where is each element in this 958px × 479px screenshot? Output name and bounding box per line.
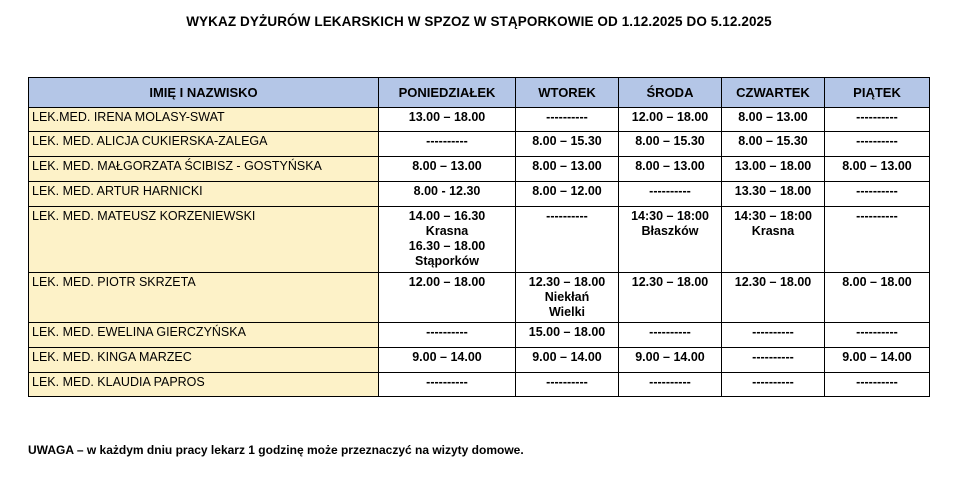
shift-text: 8.00 – 13.00	[532, 159, 602, 173]
table-row	[29, 157, 930, 182]
doctor-name: LEK. MED. EWELINA GIERCZYŃSKA	[29, 323, 379, 348]
schedule-cell-thursday	[722, 273, 825, 323]
schedule-cell-friday	[825, 182, 930, 207]
page-title: WYKAZ DYŻURÓW LEKARSKICH W SPZOZ W STĄPORKOWIE OD 1.12.2025 DO 5.12.2025	[186, 14, 772, 29]
shift-text: 14:30 – 18:00	[734, 209, 812, 223]
schedule-cell-friday	[825, 273, 930, 323]
schedule-cell-tuesday	[516, 373, 619, 397]
shift-text: ----------	[649, 375, 691, 389]
doctor-name: LEK. MED. KLAUDIA PAPROS	[29, 373, 379, 397]
schedule-cell-wednesday	[619, 207, 722, 273]
doctor-name: LEK. MED. ALICJA CUKIERSKA-ZALEGA	[29, 132, 379, 157]
note-text: UWAGA – w każdym dniu pracy lekarz 1 godzinę może przeznaczyć na wizyty domowe.	[28, 443, 524, 457]
shift-text: ----------	[426, 375, 468, 389]
shift-text: 12.00 – 18.00	[408, 275, 486, 289]
shift-text: ----------	[546, 209, 588, 223]
schedule-cell-wednesday	[619, 157, 722, 182]
schedule-cell-tuesday	[516, 157, 619, 182]
shift-text: Krasna	[751, 224, 795, 238]
header-wednesday: ŚRODA	[619, 78, 722, 108]
shift-text: ----------	[752, 375, 794, 389]
table-row	[29, 273, 930, 323]
schedule-cell-friday	[825, 373, 930, 397]
shift-text: 9.00 – 14.00	[842, 350, 912, 364]
shift-text: ----------	[649, 325, 691, 339]
schedule-cell-thursday	[722, 373, 825, 397]
schedule-cell-friday	[825, 323, 930, 348]
schedule-cell-friday	[825, 108, 930, 132]
shift-text: 14:30 – 18:00	[631, 209, 709, 223]
header-name: IMIĘ I NAZWISKO	[29, 78, 379, 108]
schedule-cell-thursday	[722, 348, 825, 373]
table-row	[29, 132, 930, 157]
shift-text: 8.00 – 13.00	[842, 159, 912, 173]
schedule-cell-monday	[379, 108, 516, 132]
schedule-cell-monday	[379, 207, 516, 273]
shift-text: 13.00 – 18.00	[408, 110, 486, 124]
shift-text: 8.00 – 12.00	[532, 184, 602, 198]
schedule-cell-monday	[379, 273, 516, 323]
schedule-cell-wednesday	[619, 182, 722, 207]
schedule-cell-friday	[825, 207, 930, 273]
schedule-cell-tuesday	[516, 273, 619, 323]
schedule-cell-monday	[379, 132, 516, 157]
doctor-name: LEK. MED. PIOTR SKRZETA	[29, 273, 379, 323]
shift-text: ----------	[426, 325, 468, 339]
shift-text: Wielki	[548, 305, 585, 319]
schedule-cell-monday	[379, 373, 516, 397]
shift-text: ----------	[546, 110, 588, 124]
doctor-name: LEK. MED. MATEUSZ KORZENIEWSKI	[29, 207, 379, 273]
schedule-cell-wednesday	[619, 132, 722, 157]
doctor-name: LEK. MED. KINGA MARZEC	[29, 348, 379, 373]
shift-text: 12.30 – 18.00	[734, 275, 812, 289]
table-row	[29, 207, 930, 273]
schedule-cell-thursday	[722, 132, 825, 157]
shift-text: 8.00 – 15.30	[738, 134, 808, 148]
schedule-cell-thursday	[722, 157, 825, 182]
schedule-cell-monday	[379, 348, 516, 373]
shift-text: 9.00 – 14.00	[635, 350, 705, 364]
schedule-cell-thursday	[722, 323, 825, 348]
shift-text: ----------	[546, 375, 588, 389]
shift-text: ----------	[856, 184, 898, 198]
schedule-cell-thursday	[722, 108, 825, 132]
shift-text: Niekłań	[544, 290, 590, 304]
header-monday: PONIEDZIAŁEK	[379, 78, 516, 108]
schedule-cell-tuesday	[516, 108, 619, 132]
schedule-cell-tuesday	[516, 323, 619, 348]
schedule-cell-thursday	[722, 207, 825, 273]
schedule-cell-wednesday	[619, 323, 722, 348]
shift-text: 8.00 – 13.00	[635, 159, 705, 173]
schedule-body	[29, 108, 930, 397]
shift-text: 13.00 – 18.00	[734, 159, 812, 173]
shift-text: ----------	[856, 134, 898, 148]
shift-text: 9.00 – 14.00	[532, 350, 602, 364]
shift-text: ----------	[752, 350, 794, 364]
doctor-name: LEK.MED. IRENA MOLASY-SWAT	[29, 108, 379, 132]
shift-text: 8.00 – 13.00	[412, 159, 482, 173]
table-row	[29, 108, 930, 132]
shift-text: 13.30 – 18.00	[734, 184, 812, 198]
shift-text: 12.00 – 18.00	[631, 110, 709, 124]
shift-text: ----------	[856, 209, 898, 223]
shift-text: Krasna	[425, 224, 469, 238]
table-row	[29, 348, 930, 373]
shift-text: 8.00 – 15.30	[635, 134, 705, 148]
shift-text: 8.00 – 15.30	[532, 134, 602, 148]
shift-text: ----------	[426, 134, 468, 148]
doctor-name: LEK. MED. ARTUR HARNICKI	[29, 182, 379, 207]
schedule-table	[28, 77, 930, 397]
schedule-cell-wednesday	[619, 108, 722, 132]
shift-text: Stąporków	[415, 254, 479, 268]
schedule-cell-wednesday	[619, 273, 722, 323]
shift-text: 12.30 – 18.00	[631, 275, 709, 289]
doctor-name: LEK. MED. MAŁGORZATA ŚCIBISZ - GOSTYŃSKA	[29, 157, 379, 182]
schedule-cell-tuesday	[516, 182, 619, 207]
schedule-cell-monday	[379, 323, 516, 348]
schedule-cell-friday	[825, 348, 930, 373]
header-row	[29, 78, 930, 108]
shift-text: ----------	[856, 375, 898, 389]
shift-text: 14.00 – 16.30	[408, 209, 486, 223]
shift-text: ----------	[856, 110, 898, 124]
shift-text: 8.00 - 12.30	[413, 184, 481, 198]
shift-text: ----------	[649, 184, 691, 198]
shift-text: ----------	[856, 325, 898, 339]
header-tuesday: WTOREK	[516, 78, 619, 108]
schedule-cell-tuesday	[516, 132, 619, 157]
shift-text: 16.30 – 18.00	[408, 239, 486, 253]
shift-text: 8.00 – 13.00	[738, 110, 808, 124]
shift-text: 12.30 – 18.00	[528, 275, 606, 289]
shift-text: 9.00 – 14.00	[412, 350, 482, 364]
shift-text: Błaszków	[641, 224, 699, 238]
table-row	[29, 323, 930, 348]
header-thursday: CZWARTEK	[722, 78, 825, 108]
schedule-cell-monday	[379, 182, 516, 207]
schedule-cell-wednesday	[619, 348, 722, 373]
header-friday: PIĄTEK	[825, 78, 930, 108]
schedule-cell-friday	[825, 157, 930, 182]
schedule-cell-wednesday	[619, 373, 722, 397]
table-row	[29, 182, 930, 207]
schedule-cell-friday	[825, 132, 930, 157]
shift-text: ----------	[752, 325, 794, 339]
schedule-cell-thursday	[722, 182, 825, 207]
schedule-cell-tuesday	[516, 348, 619, 373]
schedule-cell-tuesday	[516, 207, 619, 273]
schedule-cell-monday	[379, 157, 516, 182]
shift-text: 8.00 – 18.00	[842, 275, 912, 289]
table-row	[29, 373, 930, 397]
shift-text: 15.00 – 18.00	[528, 325, 606, 339]
